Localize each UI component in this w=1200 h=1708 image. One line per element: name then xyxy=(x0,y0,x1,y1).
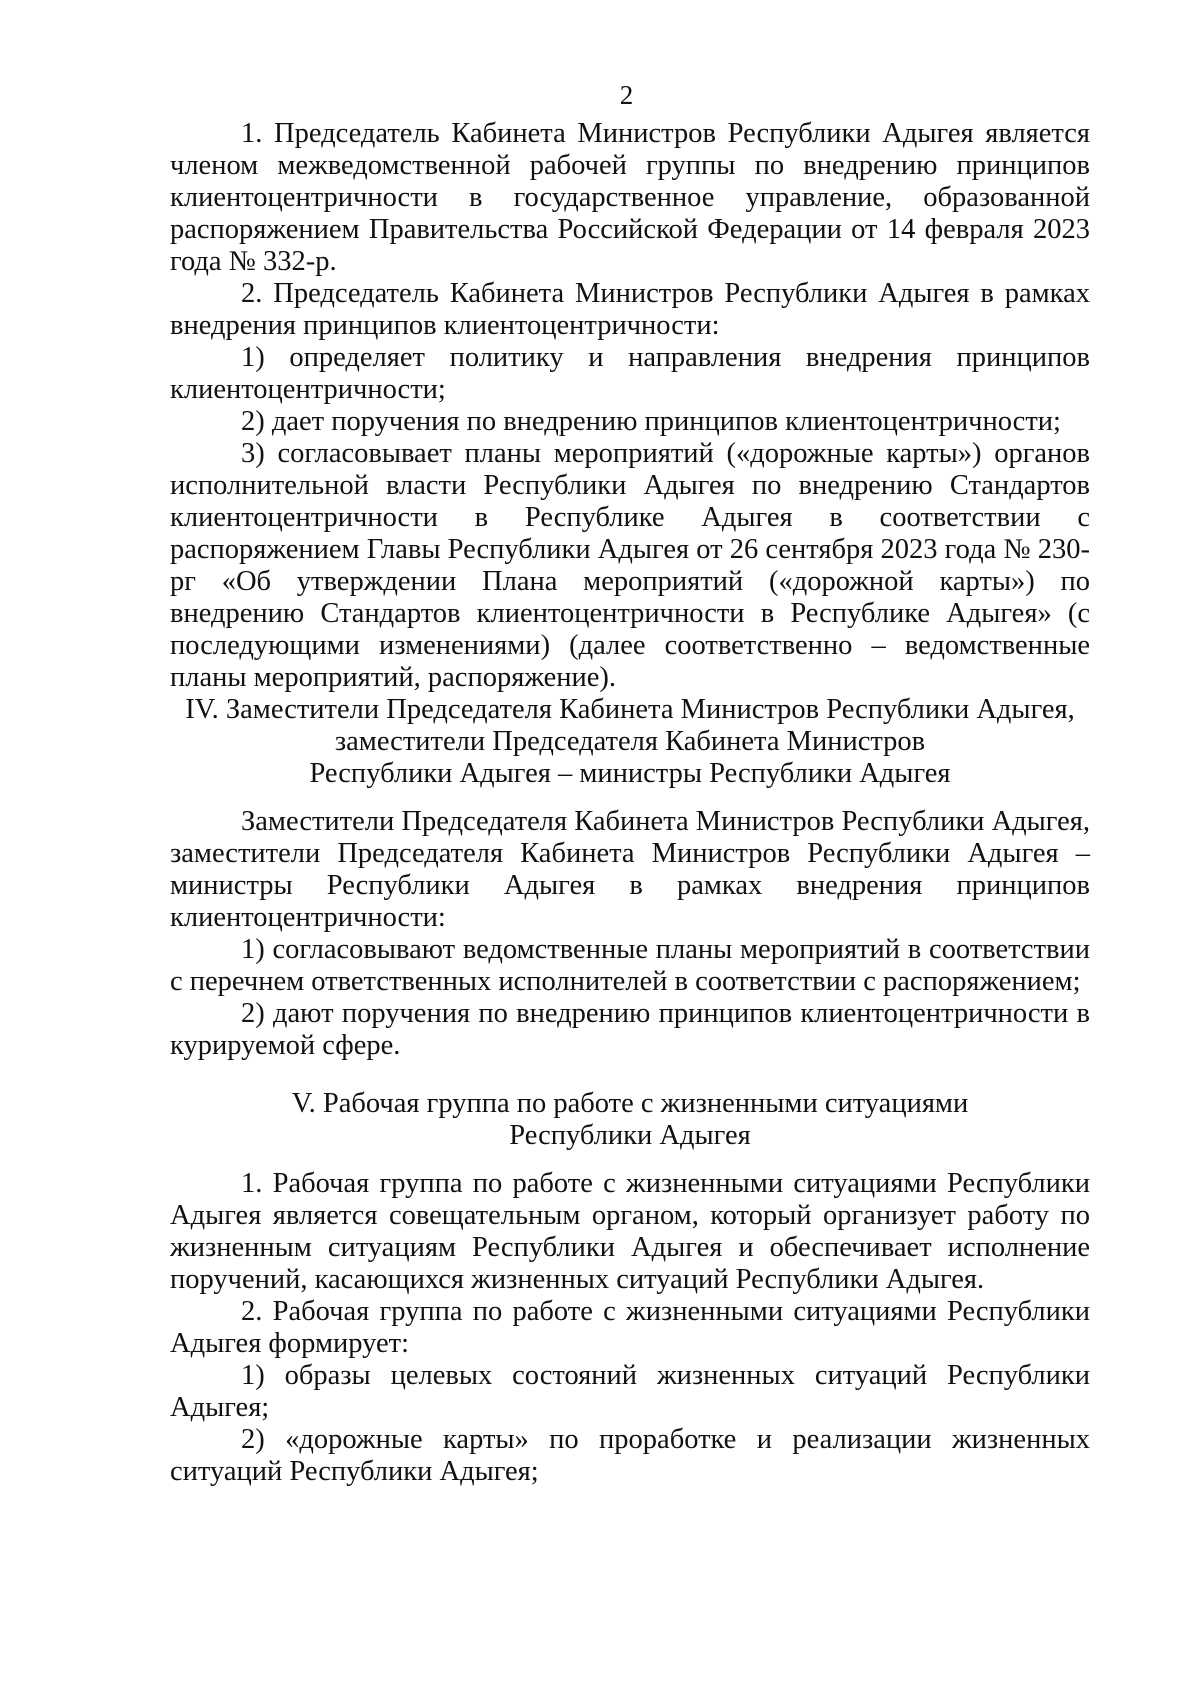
heading-line: заместители Председателя Кабинета Министров xyxy=(334,726,926,757)
section-5-body xyxy=(170,1168,1090,1488)
paragraph: 2) дают поручения по внедрению принципов клиентоцентричности в курируемой сфере. xyxy=(170,998,1090,1061)
paragraph: 2) дает поручения по внедрению принципов клиентоцентричности; xyxy=(241,406,1061,437)
paragraph: 3) согласовывает планы мероприятий («дорожные карты») органов исполнительной власти Республики Адыгея по внедрению Стандартов клиентоцентричности в Республике Адыгея в соответствии с распоряжением Главы Республики Адыгея от 26 сентября 2023 года № 230-рг «Об утверждении Плана мероприятий («дорожной карты») по внедрению Стандартов клиентоцентричности в Республике Адыгея» (с последующими изменениями) (далее соответственно – ведомственные планы мероприятий, распоряжение). xyxy=(170,438,1090,693)
paragraph: 2. Рабочая группа по работе с жизненными ситуациями Республики Адыгея формирует: xyxy=(170,1296,1090,1359)
paragraph: 2. Председатель Кабинета Министров Республики Адыгея в рамках внедрения принципов клиентоцентричности: xyxy=(170,278,1090,341)
heading-line: V. Рабочая группа по работе с жизненными ситуациями xyxy=(291,1088,969,1119)
paragraph: 2) «дорожные карты» по проработке и реализации жизненных ситуаций Республики Адыгея; xyxy=(170,1424,1090,1487)
chairman-block xyxy=(170,118,1090,694)
paragraph: 1) определяет политику и направления внедрения принципов клиентоцентричности; xyxy=(170,342,1090,405)
paragraph: 1) согласовывают ведомственные планы мероприятий в соответствии с перечнем ответственных исполнителей в соответствии с распоряжением; xyxy=(170,934,1090,997)
section-5-heading xyxy=(170,1088,1090,1152)
paragraph: 1) образы целевых состояний жизненных ситуаций Республики Адыгея; xyxy=(170,1360,1090,1423)
paragraph: 1. Рабочая группа по работе с жизненными ситуациями Республики Адыгея является совещательным органом, который организует работу по жизненным ситуациям Республики Адыгея и обеспечивает исполнение поручений, касающихся жизненных ситуаций Республики Адыгея. xyxy=(170,1168,1090,1295)
section-4-heading xyxy=(170,694,1090,790)
heading-line: Республики Адыгея xyxy=(509,1120,751,1151)
page-number: 2 xyxy=(619,80,634,110)
section-4-body xyxy=(170,806,1090,1062)
paragraph: Заместители Председателя Кабинета Министров Республики Адыгея, заместители Председателя Кабинета Министров Республики Адыгея – министры Республики Адыгея в рамках внедрения принципов клиентоцентричности: xyxy=(170,806,1090,933)
paragraph: 1. Председатель Кабинета Министров Республики Адыгея является членом межведомственной рабочей группы по внедрению принципов клиентоцентричности в государственное управление, образованной распоряжением Правительства Российской Федерации от 14 февраля 2023 года № 332-р. xyxy=(170,118,1090,277)
heading-line: Республики Адыгея – министры Республики Адыгея xyxy=(309,758,951,789)
heading-line: IV. Заместители Председателя Кабинета Министров Республики Адыгея, xyxy=(185,694,1075,725)
